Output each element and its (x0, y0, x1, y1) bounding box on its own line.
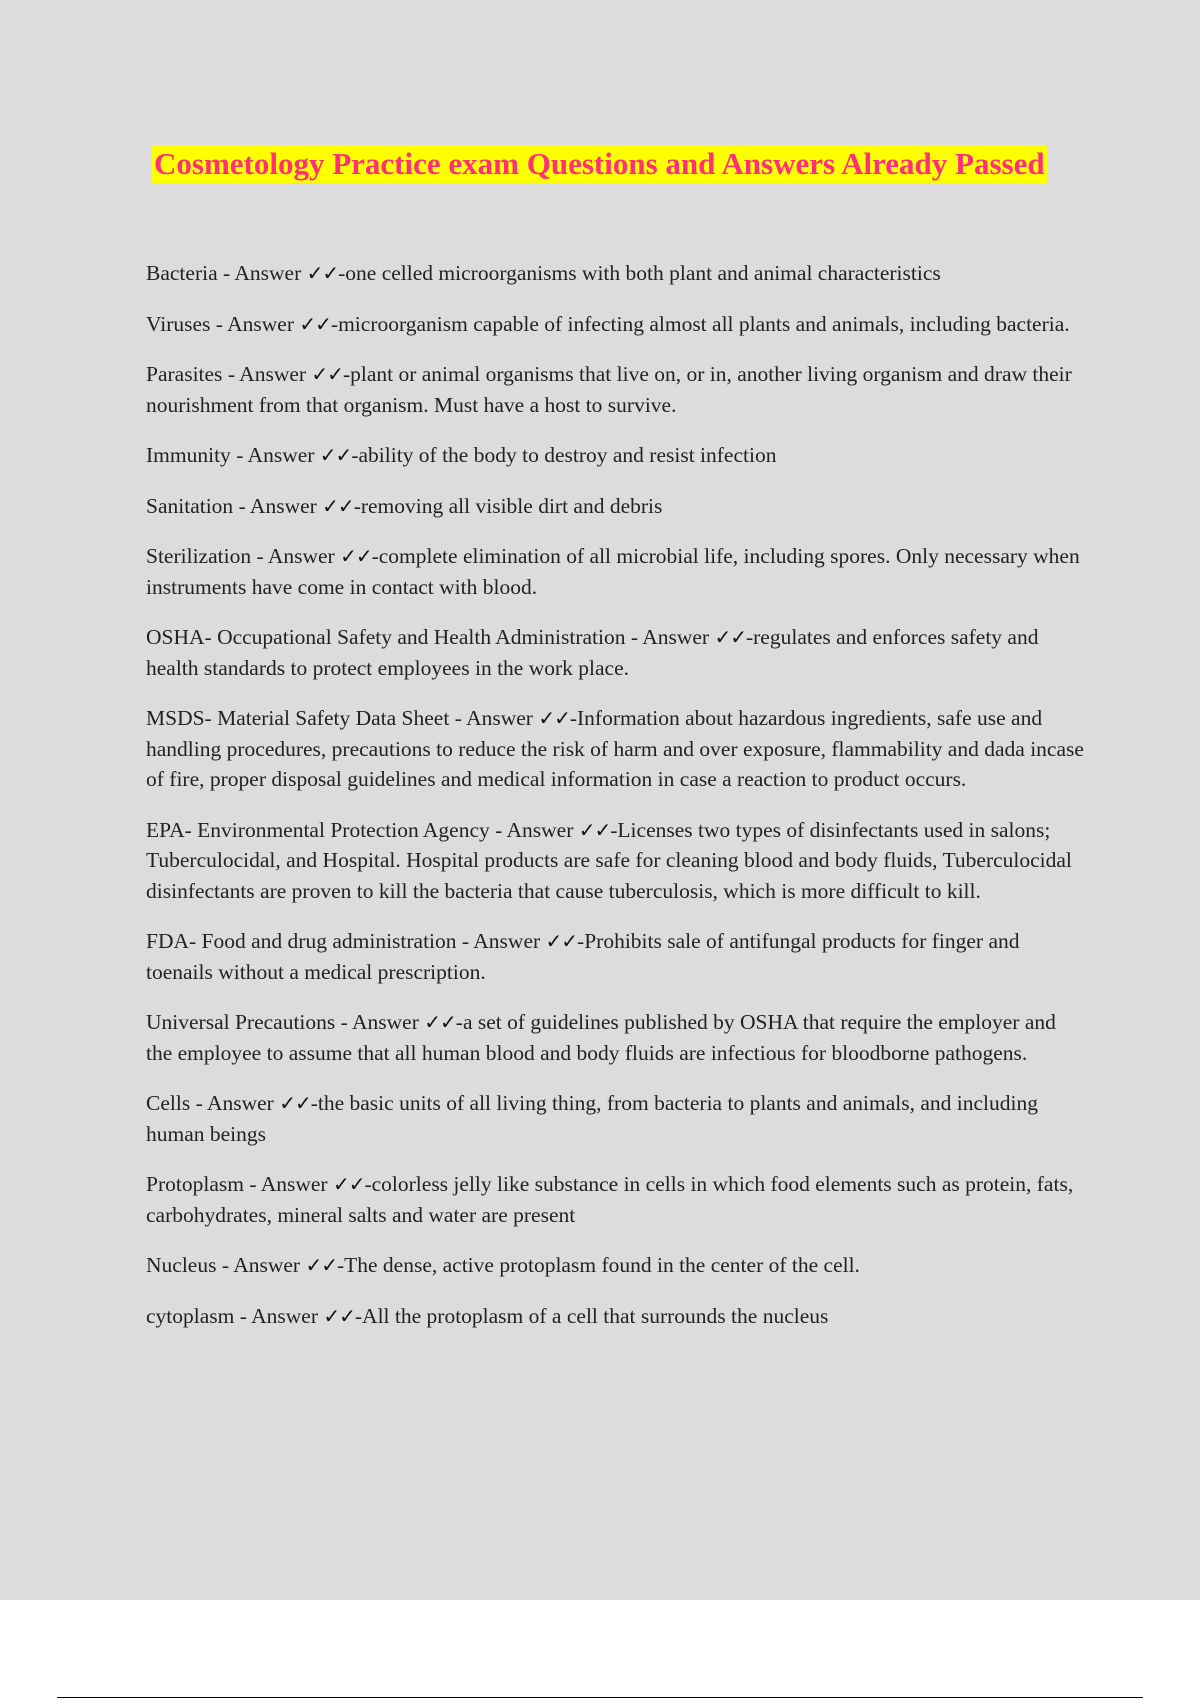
answer-label: Answer (352, 1010, 419, 1034)
qa-separator: - (222, 362, 240, 386)
qa-separator: - (190, 1091, 207, 1115)
qa-term: cytoplasm (146, 1303, 235, 1328)
qa-dash: - (354, 1303, 363, 1328)
answer-label: Answer (267, 544, 335, 568)
qa-item (146, 541, 1086, 602)
qa-separator: - (243, 1172, 261, 1196)
qa-item (146, 440, 1086, 471)
double-check-icon: ✓✓ (545, 929, 578, 953)
double-check-icon: ✓✓ (305, 1253, 337, 1277)
qa-term: FDA- Food and drug administration (146, 929, 457, 953)
double-check-icon: ✓✓ (279, 1091, 311, 1115)
qa-answer: one celled microorganisms with both plant and animal characteristics (345, 261, 941, 285)
qa-dash: - (371, 544, 379, 568)
double-check-icon: ✓✓ (714, 625, 746, 649)
qa-separator: - (217, 261, 235, 285)
qa-answer: a set of guidelines published by OSHA that require the employer and the employee to assume that all human blood and body fluids are infectious for bloodborne pathogens. (146, 1010, 1056, 1065)
qa-dash: - (342, 362, 351, 386)
qa-list (146, 258, 1086, 1351)
qa-separator: - (456, 929, 474, 953)
qa-dash: - (610, 817, 618, 842)
qa-separator: - (230, 443, 248, 467)
qa-dash: - (364, 1172, 372, 1196)
double-check-icon: ✓✓ (299, 311, 331, 336)
qa-answer: plant or animal organisms that live on, or in, another living organism and draw their nourishment from that organism. Must have a host to survive. (146, 362, 1072, 417)
answer-label: Answer (227, 311, 295, 336)
answer-label: Answer (260, 1172, 328, 1196)
answer-label: Answer (247, 443, 315, 467)
qa-dash: - (310, 1091, 318, 1115)
qa-term: Bacteria (146, 261, 218, 285)
qa-term: Parasites (146, 362, 223, 386)
answer-label: Answer (506, 817, 574, 842)
qa-answer: ability of the body to destroy and resist infection (358, 443, 777, 467)
answer-label: Answer (233, 1253, 301, 1277)
qa-separator: - (216, 1253, 234, 1277)
double-check-icon: ✓✓ (311, 362, 343, 386)
qa-item (146, 1088, 1086, 1149)
double-check-icon: ✓✓ (424, 1010, 456, 1034)
answer-label: Answer (206, 1091, 274, 1115)
qa-item (146, 815, 1086, 907)
qa-separator: - (251, 544, 268, 568)
qa-item (146, 1007, 1086, 1068)
page-bottom-divider (57, 1697, 1143, 1698)
answer-label: Answer (642, 625, 710, 649)
double-check-icon: ✓✓ (322, 493, 354, 518)
double-check-icon: ✓✓ (319, 443, 352, 467)
qa-separator: - (335, 1010, 353, 1034)
qa-separator: - (233, 493, 250, 518)
qa-answer: Licenses two types of disinfectants used in salons; Tuberculocidal, and Hospital. Hospital products are safe for cleaning blood and body fluids, Tuberculocidal disinfectants are proven to kill the bacteria that cause tuberculosis, which is more difficult to kill. (146, 817, 1072, 903)
qa-separator: - (625, 625, 643, 649)
qa-item (146, 491, 1086, 522)
qa-item (146, 622, 1086, 683)
qa-item (146, 309, 1086, 340)
qa-separator: - (234, 1303, 252, 1328)
qa-item (146, 359, 1086, 420)
qa-dash: - (569, 706, 577, 730)
double-check-icon: ✓✓ (323, 1303, 355, 1328)
qa-term: Immunity (146, 443, 231, 467)
double-check-icon: ✓✓ (538, 706, 570, 730)
qa-dash: - (351, 443, 359, 467)
double-check-icon: ✓✓ (340, 544, 372, 568)
qa-item (146, 926, 1086, 987)
qa-term: Sterilization (146, 544, 252, 568)
answer-label: Answer (249, 493, 317, 518)
qa-answer: complete elimination of all microbial life, including spores. Only necessary when instruments have come in contact with blood. (146, 544, 1080, 599)
double-check-icon: ✓✓ (578, 817, 611, 842)
qa-answer: All the protoplasm of a cell that surrounds the nucleus (362, 1303, 829, 1328)
qa-term: OSHA- Occupational Safety and Health Administration (146, 625, 626, 649)
qa-dash: - (338, 261, 346, 285)
qa-dash: - (330, 311, 339, 336)
qa-answer: regulates and enforces safety and health standards to protect employees in the work place. (146, 625, 1039, 680)
qa-term: Sanitation (146, 493, 234, 518)
qa-item (146, 258, 1086, 289)
answer-label: Answer (251, 1303, 318, 1328)
double-check-icon: ✓✓ (306, 261, 339, 285)
qa-item (146, 1169, 1086, 1230)
qa-term: Nucleus (146, 1253, 217, 1277)
qa-term: EPA- Environmental Protection Agency (146, 817, 490, 842)
qa-item (146, 1250, 1086, 1281)
qa-separator: - (449, 706, 467, 730)
qa-dash: - (577, 929, 585, 953)
qa-answer: The dense, active protoplasm found in the center of the cell. (344, 1253, 860, 1277)
double-check-icon: ✓✓ (332, 1172, 365, 1196)
qa-separator: - (489, 817, 507, 842)
qa-dash: - (745, 625, 754, 649)
qa-answer: colorless jelly like substance in cells in which food elements such as protein, fats, carbohydrates, mineral salts and water are present (146, 1172, 1074, 1227)
qa-dash: - (353, 493, 361, 518)
qa-term: Protoplasm (146, 1172, 244, 1196)
answer-label: Answer (466, 706, 533, 730)
qa-term: Viruses (146, 311, 211, 336)
qa-answer: Information about hazardous ingredients, safe use and handling procedures, precautions to reduce the risk of harm and over exposure, flammability and dada incase of fire, proper disposal guidelines and medical information in case a reaction to product occurs. (146, 706, 1084, 791)
qa-answer: the basic units of all living thing, from bacteria to plants and animals, and including human beings (146, 1091, 1038, 1146)
answer-label: Answer (239, 362, 307, 386)
qa-dash: - (455, 1010, 463, 1034)
qa-answer: removing all visible dirt and debris (360, 493, 663, 518)
qa-answer: Prohibits sale of antifungal products for finger and toenails without a medical prescription. (146, 929, 1020, 984)
qa-separator: - (210, 311, 228, 336)
qa-term: MSDS- Material Safety Data Sheet (146, 706, 450, 730)
answer-label: Answer (473, 929, 541, 953)
qa-dash: - (336, 1253, 345, 1277)
document-title: Cosmetology Practice exam Questions and Answers Already Passed (154, 146, 1045, 181)
qa-term: Universal Precautions (146, 1010, 336, 1034)
qa-answer: microorganism capable of infecting almost all plants and animals, including bacteria. (338, 311, 1070, 336)
answer-label: Answer (234, 261, 302, 285)
qa-item (146, 1301, 1086, 1332)
qa-item (146, 703, 1086, 795)
qa-term: Cells (146, 1091, 191, 1115)
